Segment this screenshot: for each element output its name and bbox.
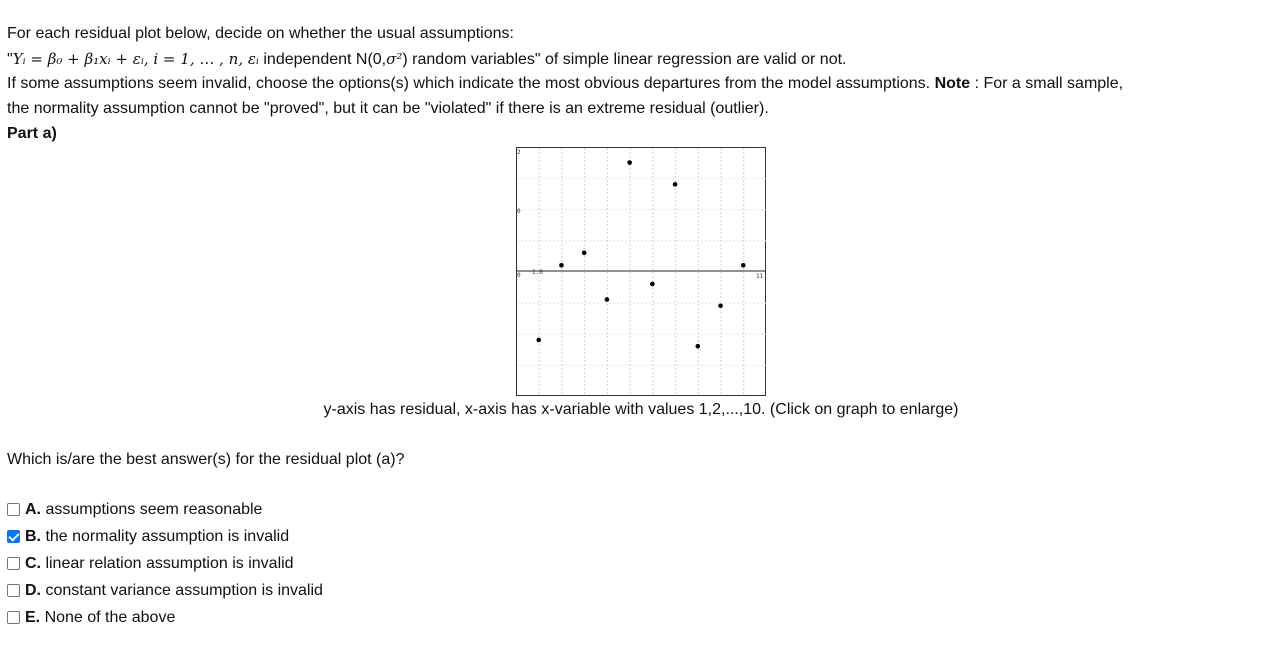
model-mid-text: independent N(0, [258,51,387,68]
checkbox[interactable] [7,503,20,516]
option-letter: B. [25,528,41,545]
model-statement [7,48,847,71]
part-label [7,123,57,145]
y-origin-tick-label: 0 [517,272,521,279]
question-intro: For each residual plot below, decide on whether the usual assumptions: [7,25,514,42]
option-text: constant variance assumption is invalid [41,582,323,599]
instruction-text: If some assumptions seem invalid, choose the options(s) which indicate the most obvious departures from the model assumptions. [7,75,931,92]
model-rest-text: ) random variables" of simple linear regression are valid or not. [402,51,847,68]
option-letter: A. [25,501,41,518]
quote-open: " [7,51,13,68]
option-text: linear relation assumption is invalid [41,555,294,572]
note-label: Note [934,75,971,92]
note-text: : For a small sample, [970,75,1124,92]
data-point [559,263,564,268]
data-point [627,160,632,165]
x-near-tick-label: 1.0 [532,269,543,276]
checkbox[interactable] [7,611,20,624]
option-d[interactable] [7,581,323,601]
option-letter: E. [25,609,41,626]
plot-caption: y-axis has residual, x-axis has x-variable with values 1,2,...,10. (Click on graph to enlarge) [323,401,959,418]
option-text: None of the above [40,609,176,626]
question-prompt: Which is/are the best answer(s) for the residual plot (a)? [7,451,405,468]
checkbox[interactable] [7,557,20,570]
data-point [650,282,655,287]
y-mid-tick-label: 0 [517,208,521,215]
regression-formula: Yᵢ = β₀ + β₁xᵢ + εᵢ, i = 1, … , n, εᵢ [12,50,259,68]
sigma-squared: σ² [386,50,403,68]
data-point [536,338,541,343]
part-label-text: Part a) [7,125,57,142]
option-text: the normality assumption is invalid [41,528,290,545]
option-letter: C. [25,555,41,572]
option-a[interactable] [7,500,262,520]
option-e[interactable] [7,608,175,628]
instruction-line [7,73,1123,95]
checkbox[interactable] [7,584,20,597]
data-point [605,297,610,302]
data-point [696,344,701,349]
data-point [741,263,746,268]
data-point [582,251,587,256]
y-top-tick-label: 2 [517,149,521,156]
checkbox[interactable] [7,530,20,543]
normality-note: the normality assumption cannot be "proved", but it can be "violated" if there is an extreme residual (outlier). [7,100,769,117]
option-letter: D. [25,582,41,599]
option-b[interactable] [7,527,289,547]
x-end-tick-label: 11 [756,273,764,280]
option-c[interactable] [7,554,294,574]
option-text: assumptions seem reasonable [41,501,263,518]
residual-plot[interactable] [516,147,766,397]
data-point [673,182,678,187]
data-point [718,303,723,308]
